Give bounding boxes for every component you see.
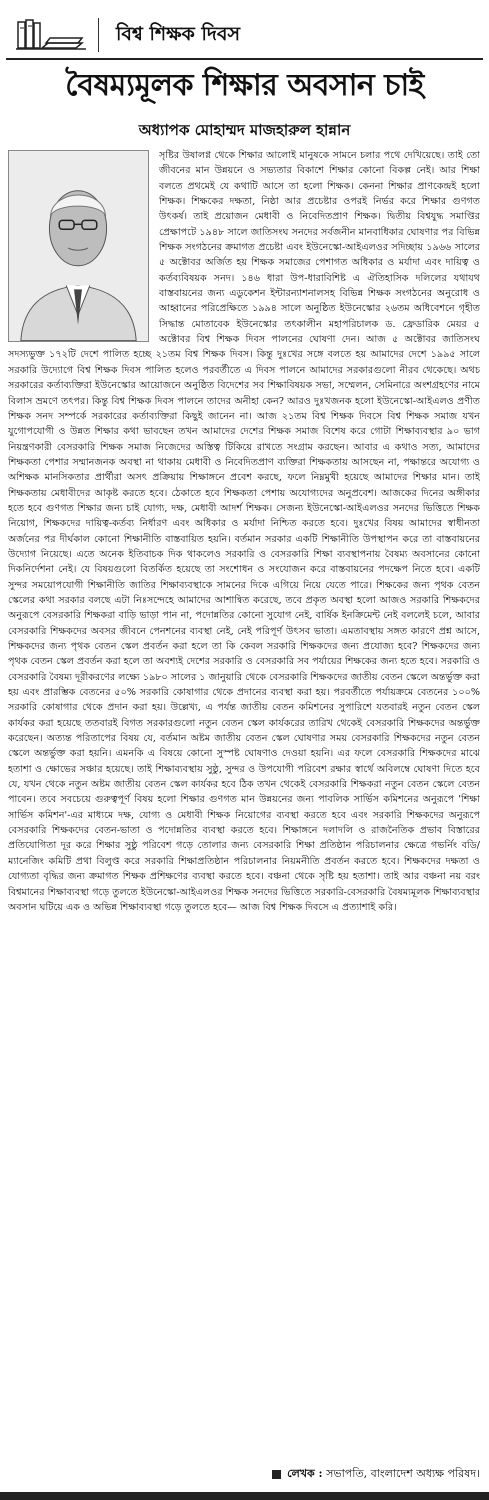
section-label: বিশ্ব শিক্ষক দিবস bbox=[116, 23, 240, 45]
article-body bbox=[8, 148, 480, 1458]
books-icon bbox=[16, 16, 86, 52]
article-text: সৃষ্টির উষালগ্ন থেকে শিক্ষার আলোই মানুষকে সামনে চলার পথে দেখিয়েছে। তাই তো জীবনের মান উন্নয়নে ও সভ্যতার বিকাশে শিক্ষার কোনো বিকল্প নেই। আর শিক্ষা বলতে প্রথমেই যে কথাটি আসে তা হলো শিক্ষক। কেননা শিক্ষার প্রাণকেন্দ্রই হলো শিক্ষক। শিক্ষকের দক্ষতা, নিষ্ঠা আর প্রচেষ্টার ওপরই নির্ভর করে শিক্ষার গুণগত উৎকর্ষ। তাই প্রয়োজন মেধাবী ও নিবেদিতপ্রাণ শিক্ষক। দ্বিতীয় বিশ্বযুদ্ধ সমাপ্তির প্রেক্ষাপটে ১৯৪৮ সালে জাতিসংঘ সনদের সর্বজনীন মানবাধিকার ঘোষণার পর বিভিন্ন শিক্ষক সংগঠনের ক্রমাগত প্রচেষ্টা এবং ইউনেস্কো-আইএলওর সদিচ্ছায় ১৯৬৬ সালের ৫ অক্টোবর অর্জিত হয় শিক্ষক সমাজের পেশাগত অধিকার ও মর্যাদা এবং দায়িত্ব ও কর্তব্যবিষয়ক সনদ। ১৪৬ ধারা উপ-ধারাবিশিষ্ট এ ঐতিহাসিক দলিলের যথাযথ বাস্তবায়নের জন্য এডুকেশন ইন্টারন্যাশনালসহ বিভিন্ন শিক্ষক সংগঠনের অনুরোধ ও আহ্বানের পরিপ্রেক্ষিতে ১৯৯৪ সালে অনুষ্ঠিত ইউনেস্কোর ২৬তম অধিবেশনে গৃহীত সিদ্ধান্ত মোতাবেক ইউনেস্কোর তৎকালীন মহাপরিচালক ড. ফ্রেডারিক মেয়র ৫ অক্টোবর বিশ্ব শিক্ষক দিবস পালনের ঘোষণা দেন। আজ ৫ অক্টোবর জাতিসংঘ সদস্যভুক্ত ১৭২টি দেশে পালিত হচ্ছে ২১তম বিশ্ব শিক্ষক দিবস। কিন্তু দুঃখের সঙ্গে বলতে হয় আমাদের দেশে ১৯৯৫ সালে সরকারি উদ্যোগে বিশ্ব শিক্ষক দিবস পালিত হলেও পরবর্তীতে এ দিবস পালনে আমাদের সরকারগুলো নীরব থেকেছে। অথচ সরকারের কর্তাব্যক্তিরা ইউনেস্কোর আয়োজনে অনুষ্ঠিত বিদেশের সব শিক্ষাবিষয়ক সভা, সম্মেলন, সেমিনারে অংশগ্রহণের নামে বিলাস ভ্রমণে তৎপর। কিন্তু বিশ্ব শিক্ষক দিবস পালনে তাদের অনীহা কেন? আরও দুঃখজনক হলো ইউনেস্কো-আইএলও প্রণীত শিক্ষক সনদ সম্পর্কে সরকারের কর্তাব্যক্তিরা কিছুই জানেন না। আজ ২১তম বিশ্ব শিক্ষক দিবসে বিশ্ব শিক্ষক সমাজ যখন যুগোপযোগী ও উন্নত শিক্ষার কথা ভাবছেন তখন আমাদের দেশের শিক্ষক সমাজ বিশেষ করে গোটা শিক্ষাব্যবস্থার ৯০ ভাগ নিয়ন্ত্রণকারী বেসরকারি শিক্ষক সমাজ নিজেদের অস্তিত্ব টিকিয়ে রাখতে সংগ্রাম করছেন। আবার এ কথাও সত্য, আমাদের শিক্ষকতা পেশার সম্মানজনক অবস্থা না থাকায় মেধাবী ও নিবেদিতপ্রাণ ব্যক্তিরা শিক্ষকতায় আসছেন না, পক্ষান্তরে অযোগ্য ও অশিক্ষক মানসিকতার প্রার্থীরা অসৎ প্রক্রিয়ায় শিক্ষাঙ্গনে প্রবেশ করছে, ফলে নিম্নমুখী হয়েছে আমাদের শিক্ষার মান। তাই শিক্ষকতায় মেধাবীদের আকৃষ্ট করতে হবে। ঠেকাতে হবে শিক্ষকতা পেশায় অযোগ্যদের অনুপ্রবেশ। আজকের দিনের অঙ্গীকার হতে হবে গুণগত শিক্ষার জন্য চাই যোগ্য, দক্ষ, মেধাবী আদর্শ শিক্ষক। সেজন্য ইউনেস্কো-আইএলওর সনদের ভিত্তিতে শিক্ষক নিয়োগ, শিক্ষকদের দায়িত্ব-কর্তব্য নির্ধারণ এবং অধিকার ও মর্যাদা নিশ্চিত করতে হবে। দুঃখের বিষয় আমাদের স্বাধীনতা অর্জনের পর দীর্ঘকাল কোনো শিক্ষানীতি বাস্তবায়িত হয়নি। বর্তমান সরকার একটি শিক্ষানীতি উপস্থাপন করে তা বাস্তবায়নের উদ্যোগ নিয়েছে। এতে অনেক ইতিবাচক দিক থাকলেও সরকারি ও বেসরকারি শিক্ষা ব্যবস্থাপনায় বৈষম্য অবসানের কোনো দিকনির্দেশনা নেই। যে বিষয়গুলো বিতর্কিত হয়েছে তা সংশোধন ও সংযোজন করে বাস্তবায়নের পদক্ষেপ নিতে হবে। একটি সুন্দর সময়োপযোগী শিক্ষানীতি জাতির শিক্ষাব্যবস্থাকে সামনের দিকে এগিয়ে নিয়ে যেতে পারে। শিক্ষকের জন্য পৃথক বেতন স্কেলের কথা সরকার বলছে এটা নিঃসন্দেহে আমাদের আশান্বিত করেছে, তবে প্রকৃত অবস্থা হলো আজও সরকারি শিক্ষকদের অনুরূপে বেসরকারি শিক্ষকরা বাড়ি ভাড়া পান না, পদোন্নতির কোনো সুযোগ নেই, বার্ষিক ইনক্রিমেন্ট নেই বললেই চলে, আবার বেসরকারি শিক্ষকদের অবসর জীবনে পেনশনের ব্যবস্থা নেই, নেই পরিপূর্ণ উৎসব ভাতা। এমতাবস্থায় সঙ্গত কারণে প্রশ্ন আসে, শিক্ষকদের জন্য পৃথক বেতন স্কেল প্রবর্তন করা হলে তা কি কেবল সরকারি শিক্ষকদের জন্য প্রযোজ্য হবে? শিক্ষকদের জন্য পৃথক বেতন স্কেল প্রবর্তন করা হলে তা অবশ্যই দেশের সরকারি ও বেসরকারি সব পর্যায়ের শিক্ষকের জন্য হতে হবে। সরকারি ও বেসরকারি বৈষম্য দূরীকরণের লক্ষ্যে ১৯৮০ সালের ১ জানুয়ারি থেকে বেসরকারি শিক্ষকদের জাতীয় বেতন স্কেলে অন্তর্ভুক্ত করা হয় এবং প্রারম্ভিক বেতনের ৫০% সরকারি কোষাগার থেকে প্রদানের ব্যবস্থা করা হয়। পরবর্তীতে পর্যায়ক্রমে বেতনের ১০০% সরকারি কোষাগার থেকে প্রদান করা হয়। উল্লেখ্য, এ পর্যন্ত জাতীয় বেতন কমিশনের সুপারিশে যতবারই নতুন বেতন স্কেল কার্যকর করা হয়েছে ততবারই বিগত সরকারগুলো নতুন বেতন স্কেল কার্যকরের তারিখ থেকেই বেসরকারি শিক্ষকদের অন্তর্ভুক্ত করেছেন। অত্যন্ত পরিতাপের বিষয় যে, বর্তমান অষ্টম জাতীয় বেতন স্কেল ঘোষণার সময় বেসরকারি শিক্ষকদের নতুন বেতন স্কেলে অন্তর্ভুক্ত করা হয়নি। এমনকি এ বিষয়ে কোনো সুস্পষ্ট ঘোষণাও দেওয়া হয়নি। এর ফলে বেসরকারি শিক্ষকদের মাঝে হতাশা ও ক্ষোভের সঞ্চার হয়েছে। তাই শিক্ষাব্যবস্থায় সুষ্ঠু, সুন্দর ও উপযোগী পরিবেশ রক্ষার স্বার্থে অবিলম্বে ঘোষণা দিতে হবে যে, যখন থেকে নতুন অষ্টম জাতীয় বেতন স্কেল কার্যকর হবে ঠিক তখন থেকেই বেসরকারি শিক্ষকরা নতুন বেতন স্কেলে বেতন পাবেন। তবে সবচেয়ে গুরুত্বপূর্ণ বিষয় হলো শিক্ষার গুণগত মান উন্নয়নের জন্য পাবলিক সার্ভিস কমিশনের অনুরূপে 'শিক্ষা সার্ভিস কমিশন'-এর মাধ্যমে দক্ষ, যোগ্য ও মেধাবী শিক্ষক নিয়োগের ব্যবস্থা করতে হবে এবং সরকারি শিক্ষকদের অনুরূপে বেসরকারি শিক্ষকদের বেতন-ভাতা ও পদোন্নতির ব্যবস্থা করতে হবে। শিক্ষাঙ্গনে দলাদলি ও রাজনৈতিক প্রভাব বিস্তারের প্রতিযোগিতা দূর করে শিক্ষার সুষ্ঠু পরিবেশ গড়ে তোলার জন্য বেসরকারি শিক্ষা প্রতিষ্ঠান পরিচালনার ক্ষেত্রে গভর্নিং বডি/ম্যানেজিং কমিটি প্রথা বিলুপ্ত করে সরকারি শিক্ষাপ্রতিষ্ঠান পরিচালনার নিয়মনীতি প্রবর্তন করতে হবে। শিক্ষকদের দক্ষতা ও যোগ্যতা বৃদ্ধির জন্য ক্রমাগত শিক্ষক প্রশিক্ষণের ব্যবস্থা করতে হবে। বঞ্চনা থেকে সৃষ্টি হয় হতাশা। তাই আর বঞ্চনা নয় বরং বিশ্বমানের শিক্ষাব্যবস্থা গড়ে তুলতে ইউনেস্কো-আইএলওর শিক্ষক সনদের ভিত্তিতে সরকারি-বেসরকারি বৈষম্যমূলক শিক্ষাব্যবস্থার অবসান ঘটিয়ে এক ও অভিন্ন শিক্ষাব্যবস্থা গড়ে তুলতে হবে— আজ বিশ্ব শিক্ষক দিবসে এ প্রত্যাশাই করি। bbox=[8, 150, 480, 913]
author-portrait bbox=[9, 151, 148, 341]
author-byline: অধ্যাপক মোহাম্মদ মাজহারুল হান্নান bbox=[138, 121, 351, 139]
bottom-rule bbox=[0, 1492, 489, 1500]
author-photo bbox=[8, 150, 149, 342]
author-note-text: সভাপতি, বাংলাদেশ অধ্যক্ষ পরিষদ। bbox=[326, 1467, 480, 1480]
author-note bbox=[8, 1464, 480, 1484]
header-divider bbox=[98, 18, 99, 52]
author-note-label: লেখক : bbox=[287, 1467, 323, 1480]
headline: বৈষম্যমূলক শিক্ষার অবসান চাই bbox=[65, 68, 424, 103]
section-header bbox=[6, 6, 483, 60]
square-bullet-icon bbox=[272, 1470, 281, 1479]
